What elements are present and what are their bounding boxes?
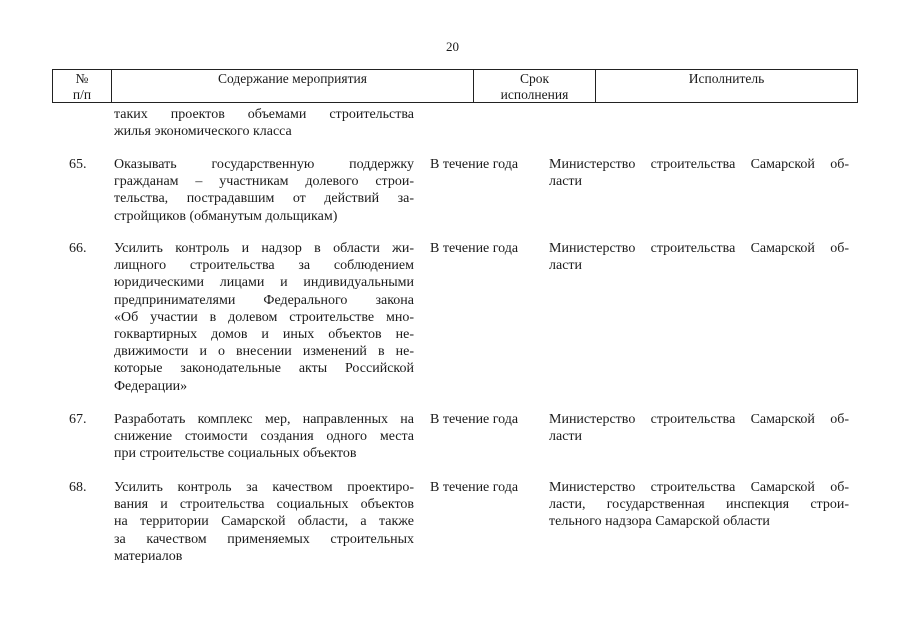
header-term-line: Срок	[519, 71, 550, 86]
text-line: материалов	[114, 548, 183, 564]
continuation-text	[114, 106, 414, 140]
text-line: снижение стоимости создания одного места	[114, 429, 414, 445]
row-number: 68.	[69, 480, 87, 495]
text-line: Оказывать государственную поддержку	[114, 157, 414, 172]
text-line: тельства, пострадавшим от действий за-	[114, 191, 414, 207]
text-line: за качеством применяемых строительных	[114, 531, 414, 547]
text-line: на территории Самарской области, а также	[114, 514, 414, 530]
row-number: 66.	[69, 241, 87, 256]
row-executor	[549, 240, 849, 274]
text-line: лищного строительства за соблюдением	[114, 258, 414, 274]
row-number: 65.	[69, 157, 87, 172]
header-content-column	[111, 70, 473, 102]
row-content	[114, 479, 414, 565]
row-executor	[549, 156, 849, 190]
row-term: В течение года	[430, 157, 519, 172]
text-line: жилья экономического класса	[114, 124, 292, 140]
row-executor	[549, 479, 849, 531]
header-term-column	[473, 70, 595, 102]
row-number: 67.	[69, 412, 87, 427]
text-line: стройщиков (обманутым дольщикам)	[114, 208, 338, 224]
text-line: таких проектов объемами строительства	[114, 107, 414, 122]
row-content	[114, 240, 414, 395]
text-line: «Об участии в долевом строительстве мно-	[114, 309, 414, 325]
header-executor-label: Исполнитель	[688, 71, 765, 86]
row-term: В течение года	[430, 241, 519, 256]
text-line: при строительстве социальных объектов	[114, 446, 357, 462]
text-line: Разработать комплекс мер, направленных на	[114, 412, 414, 427]
text-line: юридическими лицами и индивидуальными	[114, 275, 414, 291]
text-line: ласти	[549, 429, 583, 445]
text-line: Министерство строительства Самарской об-	[549, 480, 849, 495]
text-line: тельного надзора Самарской области	[549, 514, 770, 530]
row-content	[114, 156, 414, 225]
header-content-label: Содержание мероприятия	[218, 71, 367, 86]
text-line: которые законодательные акты Российской	[114, 361, 414, 377]
text-line: гражданам – участникам долевого строи-	[114, 174, 414, 190]
row-term: В течение года	[430, 412, 519, 427]
row-executor	[549, 411, 849, 445]
text-line: ласти	[549, 258, 583, 274]
text-line: предпринимателями Федерального закона	[114, 292, 414, 308]
text-line: ласти, государственная инспекция строи-	[549, 497, 849, 513]
text-line: гоквартирных домов и иных объектов не-	[114, 326, 414, 342]
header-executor-column	[595, 70, 857, 102]
text-line: Федерации»	[114, 378, 188, 394]
text-line: движимости и о внесении изменений в не-	[114, 344, 414, 360]
header-num-line: п/п	[72, 87, 92, 102]
text-line: ласти	[549, 174, 583, 190]
header-num-column	[53, 70, 111, 102]
header-num-line: №	[75, 71, 89, 86]
table-header	[52, 69, 858, 103]
row-term: В течение года	[430, 480, 519, 495]
text-line: Усилить контроль и надзор в области жи-	[114, 241, 414, 256]
text-line: Министерство строительства Самарской об-	[549, 157, 849, 172]
text-line: вания и строительства социальных объектов	[114, 497, 414, 513]
page-number: 20	[446, 39, 459, 54]
text-line: Министерство строительства Самарской об-	[549, 412, 849, 427]
text-line: Усилить контроль за качеством проектиро-	[114, 480, 414, 495]
text-line: Министерство строительства Самарской об-	[549, 241, 849, 256]
header-term-line: исполнения	[500, 87, 569, 102]
row-content	[114, 411, 414, 463]
